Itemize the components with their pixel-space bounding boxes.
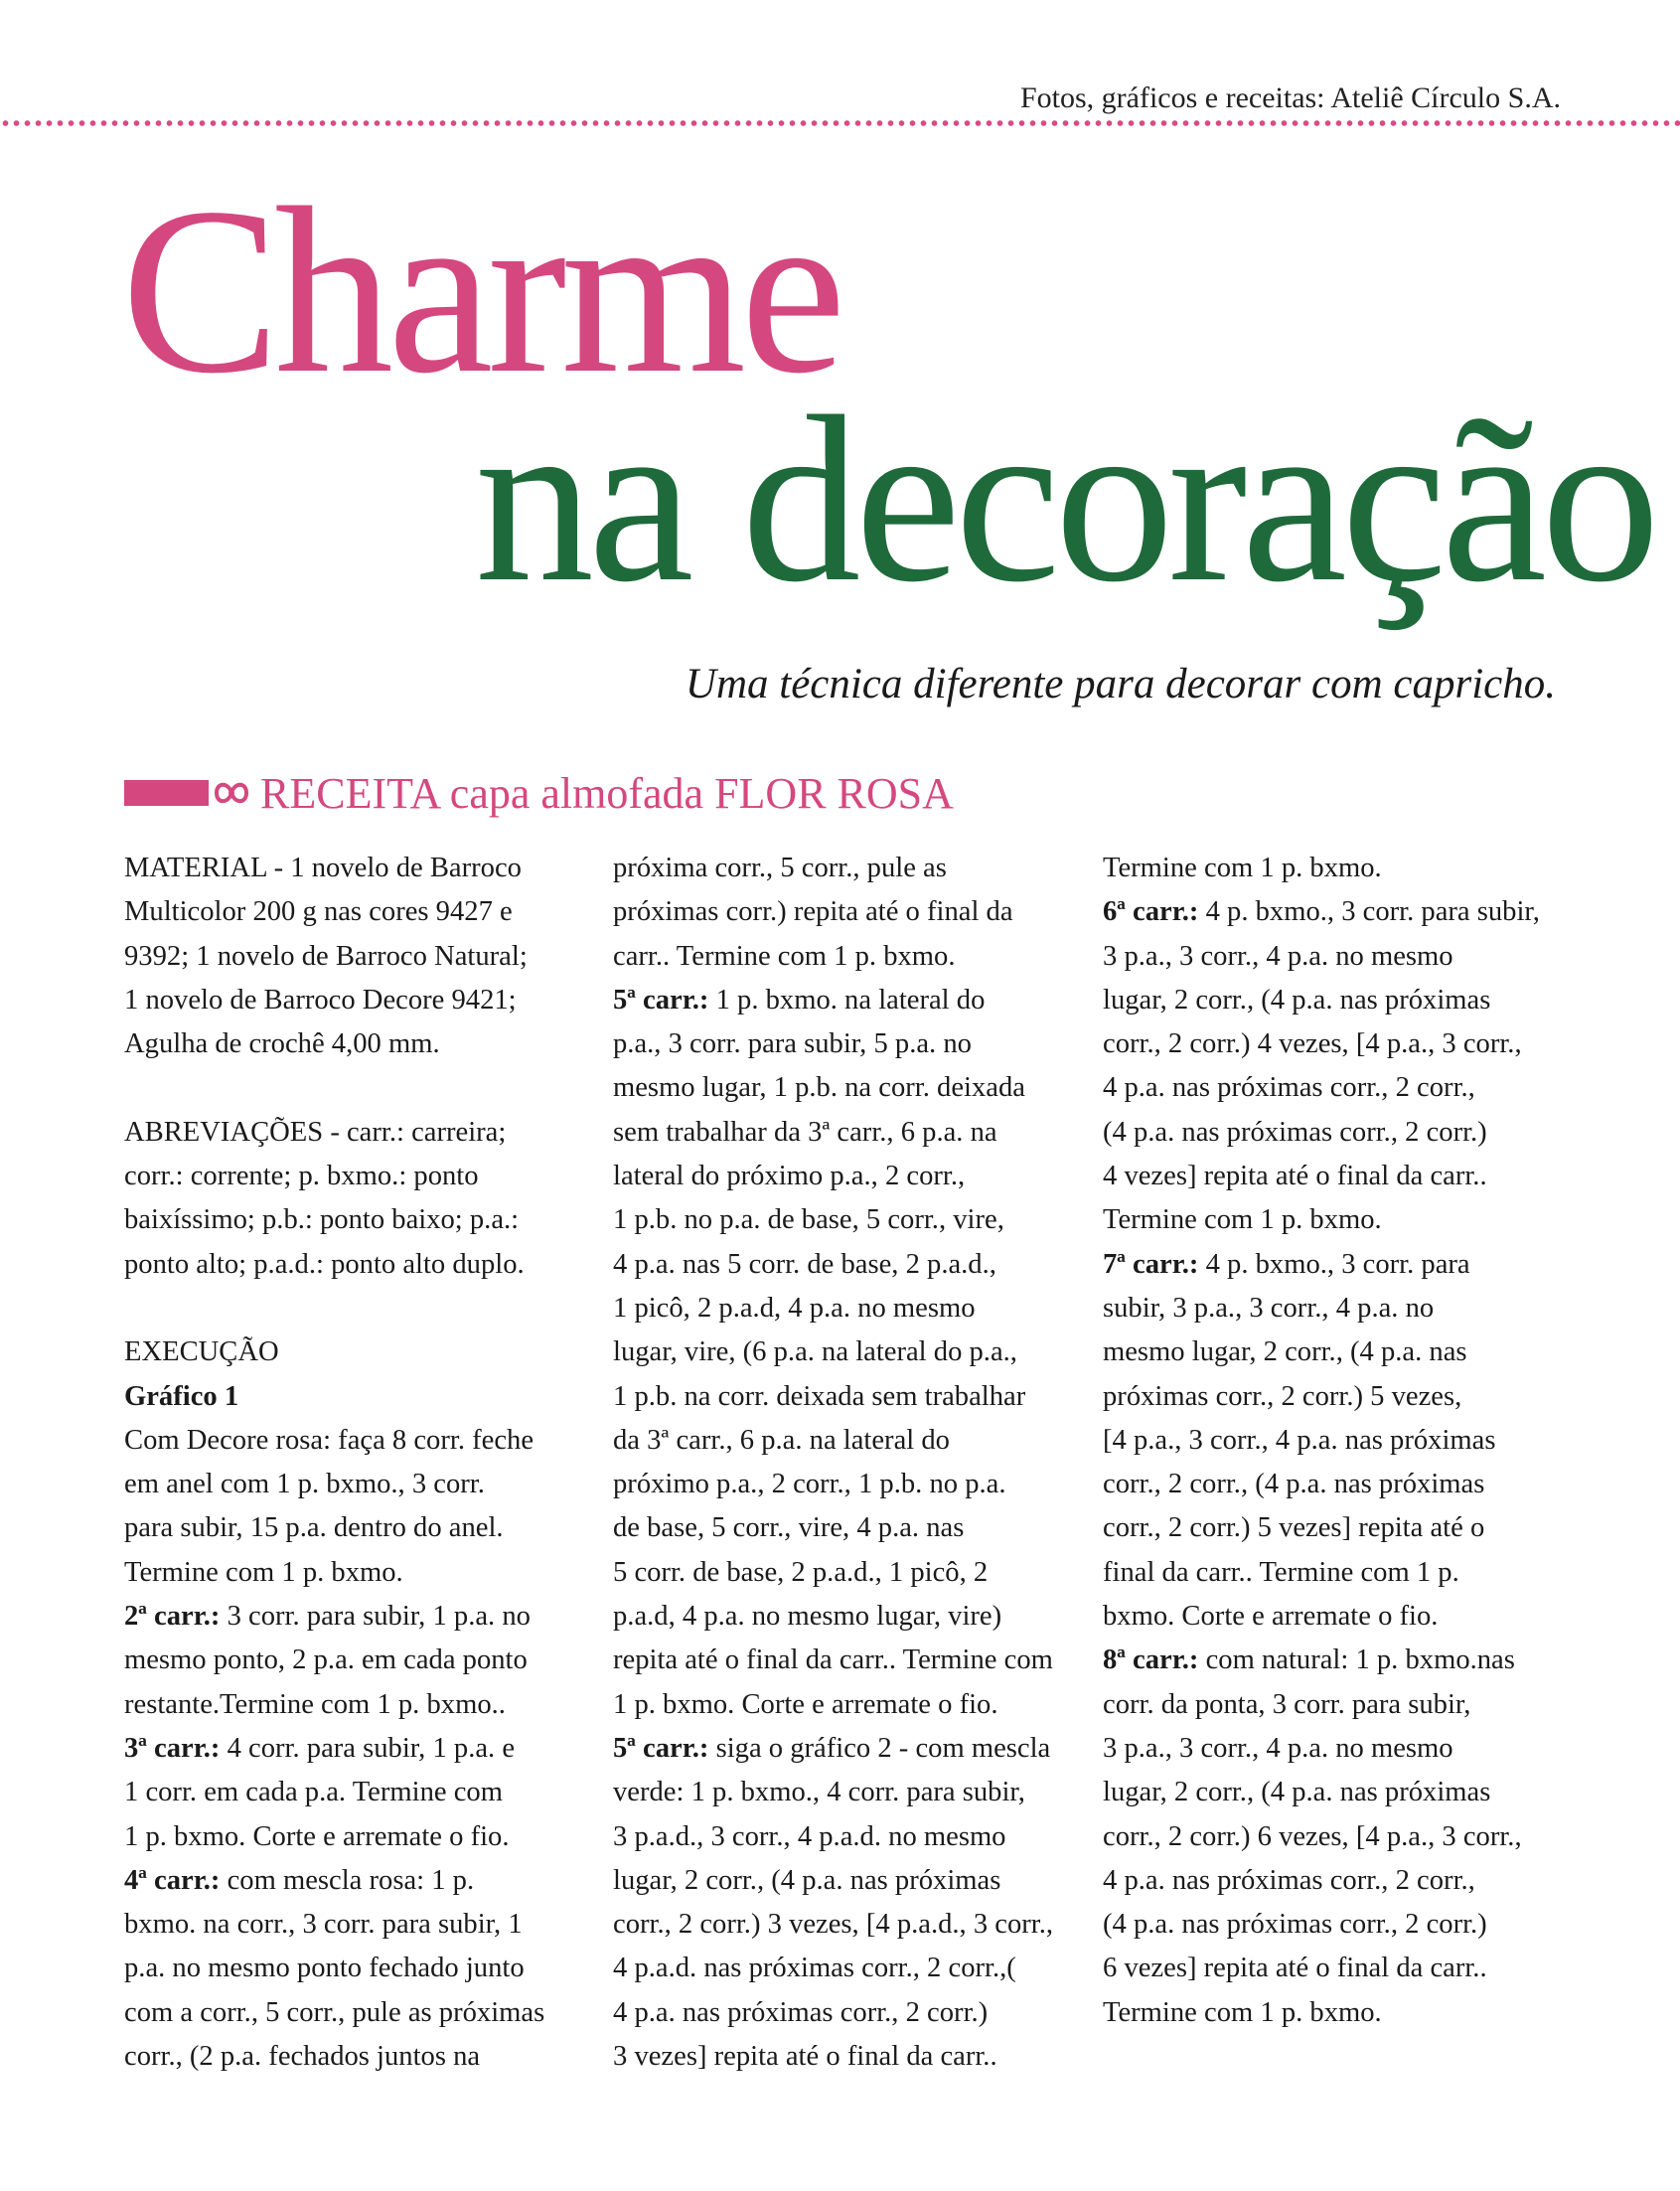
line-text: corr., 2 corr., (4 p.a. nas próximas xyxy=(1103,1469,1485,1500)
line-text: próxima corr., 5 corr., pule as xyxy=(613,853,947,883)
text-line xyxy=(613,1639,1070,1682)
text-line xyxy=(1103,1330,1560,1374)
bold-label: 2ª carr.: xyxy=(124,1601,221,1633)
text-line xyxy=(1103,1639,1560,1682)
line-text: lugar, 2 corr., (4 p.a. nas próximas xyxy=(1103,1777,1491,1808)
text-line xyxy=(124,979,581,1022)
text-line xyxy=(124,1375,581,1419)
line-text: 4 p.a. nas próximas corr., 2 corr.) xyxy=(613,1996,989,2028)
line-text: 1 p. bxmo. na lateral do xyxy=(708,984,986,1016)
line-text: Com Decore rosa: faça 8 corr. feche xyxy=(124,1424,535,1456)
text-line xyxy=(613,1111,1070,1155)
line-text: 4 p. bxmo., 3 corr. para subir, xyxy=(1198,896,1540,928)
text-line xyxy=(1103,1111,1560,1155)
text-line xyxy=(613,1771,1070,1814)
text-line xyxy=(613,1903,1070,1947)
line-text: 3 corr. para subir, 1 p.a. no xyxy=(220,1601,531,1633)
text-line xyxy=(124,1595,581,1639)
text-line xyxy=(124,1022,581,1066)
text-line xyxy=(1103,1595,1560,1639)
line-text: carr.. Termine com 1 p. bxmo. xyxy=(613,940,956,972)
text-line xyxy=(613,1815,1070,1859)
line-text: EXECUÇÃO xyxy=(124,1336,279,1368)
text-column-2 xyxy=(613,847,1070,2079)
text-line xyxy=(1103,935,1560,979)
line-text: 1 picô, 2 p.a.d, 4 p.a. no mesmo xyxy=(613,1292,976,1324)
line-text: lugar, 2 corr., (4 p.a. nas próximas xyxy=(1103,984,1491,1016)
line-text: ABREVIAÇÕES - carr.: carreira; xyxy=(124,1116,507,1148)
text-line xyxy=(613,1330,1070,1374)
text-line xyxy=(613,890,1070,934)
bold-label: 4ª carr.: xyxy=(124,1864,221,1896)
text-line xyxy=(1103,979,1560,1022)
text-line xyxy=(124,1463,581,1506)
line-text: 3 vezes] repita até o final da carr.. xyxy=(613,2041,997,2073)
text-line xyxy=(1103,1022,1560,1066)
line-text: próximo p.a., 2 corr., 1 p.b. no p.a. xyxy=(613,1469,1006,1500)
text-line xyxy=(124,1639,581,1682)
text-line xyxy=(124,1815,581,1859)
section-header xyxy=(124,763,954,823)
text-line xyxy=(613,1506,1070,1550)
text-line xyxy=(1103,1287,1560,1330)
text-line xyxy=(124,1991,581,2035)
text-line xyxy=(124,1198,581,1242)
text-line xyxy=(613,1595,1070,1639)
text-line xyxy=(124,1947,581,1990)
text-line xyxy=(124,1419,581,1463)
line-text: [4 p.a., 3 corr., 4 p.a. nas próximas xyxy=(1103,1424,1496,1456)
text-line xyxy=(124,1551,581,1595)
line-text: corr., 2 corr.) 3 vezes, [4 p.a.d., 3 corr., xyxy=(613,1909,1054,1941)
text-line xyxy=(124,1243,581,1287)
line-text: 4 p.a.d. nas próximas corr., 2 corr.,( xyxy=(613,1953,1016,1984)
paragraph-gap xyxy=(124,1287,581,1330)
line-text: Multicolor 200 g nas cores 9427 e xyxy=(124,896,513,928)
text-line xyxy=(613,935,1070,979)
text-line xyxy=(613,1022,1070,1066)
line-text: da 3ª carr., 6 p.a. na lateral do xyxy=(613,1424,950,1456)
ornament-icon xyxy=(211,776,252,810)
line-text: lateral do próximo p.a., 2 corr., xyxy=(613,1161,966,1192)
text-line xyxy=(613,1287,1070,1330)
text-line xyxy=(1103,1066,1560,1110)
text-line xyxy=(124,890,581,934)
line-text: mesmo lugar, 1 p.b. na corr. deixada xyxy=(613,1072,1025,1104)
bold-label: 3ª carr.: xyxy=(124,1732,221,1764)
bold-label: Gráfico 1 xyxy=(124,1380,239,1412)
title-line-2: na decoração xyxy=(475,367,1655,631)
line-text: MATERIAL - 1 novelo de Barroco xyxy=(124,853,522,883)
line-text: 4 vezes] repita até o final da carr.. xyxy=(1103,1161,1487,1192)
text-line xyxy=(124,1506,581,1550)
line-text: 3 p.a., 3 corr., 4 p.a. no mesmo xyxy=(1103,1732,1453,1764)
line-text: corr., 2 corr.) 5 vezes] repita até o xyxy=(1103,1512,1485,1544)
line-text: 5 corr. de base, 2 p.a.d., 1 picô, 2 xyxy=(613,1556,989,1588)
line-text: corr., 2 corr.) 6 vezes, [4 p.a., 3 corr., xyxy=(1103,1820,1522,1852)
line-text: 6 vezes] repita até o final da carr.. xyxy=(1103,1953,1487,1984)
line-text: 4 p.a. nas 5 corr. de base, 2 p.a.d., xyxy=(613,1248,996,1280)
line-text: mesmo ponto, 2 p.a. em cada ponto xyxy=(124,1644,528,1676)
text-line xyxy=(1103,1551,1560,1595)
text-line xyxy=(1103,1727,1560,1771)
line-text: p.a. no mesmo ponto fechado junto xyxy=(124,1953,525,1984)
line-text: 4 corr. para subir, 1 p.a. e xyxy=(220,1732,516,1764)
text-line xyxy=(613,1463,1070,1506)
line-text: 4 p. bxmo., 3 corr. para xyxy=(1198,1248,1470,1280)
line-text: Termine com 1 p. bxmo. xyxy=(1103,1204,1382,1236)
line-text: com a corr., 5 corr., pule as próximas xyxy=(124,1996,545,2028)
line-text: para subir, 15 p.a. dentro do anel. xyxy=(124,1512,504,1544)
text-line xyxy=(124,847,581,890)
line-text: restante.Termine com 1 p. bxmo.. xyxy=(124,1688,506,1720)
line-text: 4 p.a. nas próximas corr., 2 corr., xyxy=(1103,1072,1475,1104)
text-line xyxy=(124,1111,581,1155)
line-text: verde: 1 p. bxmo., 4 corr. para subir, xyxy=(613,1777,1025,1808)
text-line xyxy=(1103,1771,1560,1814)
text-line xyxy=(1103,1506,1560,1550)
line-text: 1 novelo de Barroco Decore 9421; xyxy=(124,984,517,1016)
photo-credit: Fotos, gráficos e receitas: Ateliê Círculo S.A. xyxy=(1019,81,1561,114)
dotted-divider xyxy=(0,120,1680,126)
line-text: 1 p. bxmo. Corte e arremate o fio. xyxy=(124,1820,510,1852)
text-line xyxy=(1103,1463,1560,1506)
text-column-3 xyxy=(1103,847,1560,2035)
text-line xyxy=(1103,1198,1560,1242)
line-text: Termine com 1 p. bxmo. xyxy=(124,1556,403,1588)
line-text: 1 p.b. no p.a. de base, 5 corr., vire, xyxy=(613,1204,1004,1236)
text-line xyxy=(1103,1947,1560,1990)
line-text: sem trabalhar da 3ª carr., 6 p.a. na xyxy=(613,1116,997,1148)
text-line xyxy=(1103,1243,1560,1287)
line-text: siga o gráfico 2 - com mescla xyxy=(708,1732,1051,1764)
text-line xyxy=(613,2035,1070,2079)
text-line xyxy=(1103,890,1560,934)
line-text: bxmo. na corr., 3 corr. para subir, 1 xyxy=(124,1909,523,1941)
text-line xyxy=(1103,1991,1560,2035)
line-text: p.a., 3 corr. para subir, 5 p.a. no xyxy=(613,1028,972,1060)
text-line xyxy=(613,1375,1070,1419)
line-text: corr. da ponta, 3 corr. para subir, xyxy=(1103,1688,1471,1720)
line-text: em anel com 1 p. bxmo., 3 corr. xyxy=(124,1469,485,1500)
text-column-1 xyxy=(124,847,581,2079)
line-text: lugar, 2 corr., (4 p.a. nas próximas xyxy=(613,1864,1001,1896)
line-text: final da carr.. Termine com 1 p. xyxy=(1103,1556,1459,1588)
text-line xyxy=(124,1903,581,1947)
text-line xyxy=(613,1551,1070,1595)
text-line xyxy=(613,979,1070,1022)
bold-label: 5ª carr.: xyxy=(613,984,709,1016)
text-line xyxy=(613,1991,1070,2035)
text-line xyxy=(613,1155,1070,1198)
line-text: 1 p.b. na corr. deixada sem trabalhar xyxy=(613,1380,1026,1412)
text-line xyxy=(1103,1683,1560,1727)
bold-label: 5ª carr.: xyxy=(613,1732,709,1764)
bold-label: 7ª carr.: xyxy=(1103,1248,1199,1280)
line-text: 3 p.a., 3 corr., 4 p.a. no mesmo xyxy=(1103,940,1453,972)
line-text: p.a.d, 4 p.a. no mesmo lugar, vire) xyxy=(613,1601,1002,1633)
text-line xyxy=(613,1947,1070,1990)
line-text: corr.: corrente; p. bxmo.: ponto xyxy=(124,1161,479,1192)
paragraph-gap xyxy=(124,1066,581,1110)
line-text: (4 p.a. nas próximas corr., 2 corr.) xyxy=(1103,1909,1487,1941)
line-text: 9392; 1 novelo de Barroco Natural; xyxy=(124,940,528,972)
line-text: lugar, vire, (6 p.a. na lateral do p.a., xyxy=(613,1336,1017,1368)
text-line xyxy=(124,1683,581,1727)
text-line xyxy=(613,1727,1070,1771)
text-line xyxy=(124,1330,581,1374)
bold-label: 8ª carr.: xyxy=(1103,1644,1199,1676)
text-line xyxy=(1103,1375,1560,1419)
text-line xyxy=(1103,1859,1560,1903)
text-line xyxy=(1103,1815,1560,1859)
bold-label: 6ª carr.: xyxy=(1103,896,1199,928)
line-text: ponto alto; p.a.d.: ponto alto duplo. xyxy=(124,1248,525,1280)
line-text: com natural: 1 p. bxmo.nas xyxy=(1198,1644,1515,1676)
section-title: RECEITA capa almofada FLOR ROSA xyxy=(260,768,954,818)
line-text: 4 p.a. nas próximas corr., 2 corr., xyxy=(1103,1864,1475,1896)
text-line xyxy=(613,1683,1070,1727)
subtitle: Uma técnica diferente para decorar com capricho. xyxy=(685,661,1556,707)
line-text: com mescla rosa: 1 p. xyxy=(220,1864,475,1896)
text-line xyxy=(124,1155,581,1198)
line-text: 3 p.a.d., 3 corr., 4 p.a.d. no mesmo xyxy=(613,1820,1006,1852)
line-text: corr., 2 corr.) 4 vezes, [4 p.a., 3 corr., xyxy=(1103,1028,1522,1060)
line-text: corr., (2 p.a. fechados juntos na xyxy=(124,2041,481,2073)
text-line xyxy=(613,847,1070,890)
section-bar xyxy=(124,780,209,806)
text-line xyxy=(1103,1903,1560,1947)
text-line xyxy=(124,1859,581,1903)
line-text: (4 p.a. nas próximas corr., 2 corr.) xyxy=(1103,1116,1487,1148)
text-line xyxy=(1103,1155,1560,1198)
title-line-1: Charme xyxy=(121,158,840,422)
line-text: bxmo. Corte e arremate o fio. xyxy=(1103,1601,1439,1633)
line-text: próximas corr.) repita até o final da xyxy=(613,896,1013,928)
text-line xyxy=(1103,847,1560,890)
text-line xyxy=(613,1419,1070,1463)
text-line xyxy=(613,1859,1070,1903)
line-text: 1 p. bxmo. Corte e arremate o fio. xyxy=(613,1688,998,1720)
line-text: baixíssimo; p.b.: ponto baixo; p.a.: xyxy=(124,1204,520,1236)
line-text: de base, 5 corr., vire, 4 p.a. nas xyxy=(613,1512,965,1544)
line-text: subir, 3 p.a., 3 corr., 4 p.a. no xyxy=(1103,1292,1435,1324)
text-line xyxy=(124,935,581,979)
text-line xyxy=(613,1243,1070,1287)
line-text: repita até o final da carr.. Termine com xyxy=(613,1644,1053,1676)
line-text: Termine com 1 p. bxmo. xyxy=(1103,1996,1382,2028)
line-text: mesmo lugar, 2 corr., (4 p.a. nas xyxy=(1103,1336,1467,1368)
text-line xyxy=(613,1198,1070,1242)
line-text: Termine com 1 p. bxmo. xyxy=(1103,853,1382,883)
line-text: Agulha de crochê 4,00 mm. xyxy=(124,1028,440,1060)
text-line xyxy=(124,2035,581,2079)
line-text: 1 corr. em cada p.a. Termine com xyxy=(124,1777,503,1808)
text-line xyxy=(1103,1419,1560,1463)
text-line xyxy=(613,1066,1070,1110)
text-line xyxy=(124,1771,581,1814)
text-line xyxy=(124,1727,581,1771)
line-text: próximas corr., 2 corr.) 5 vezes, xyxy=(1103,1380,1462,1412)
